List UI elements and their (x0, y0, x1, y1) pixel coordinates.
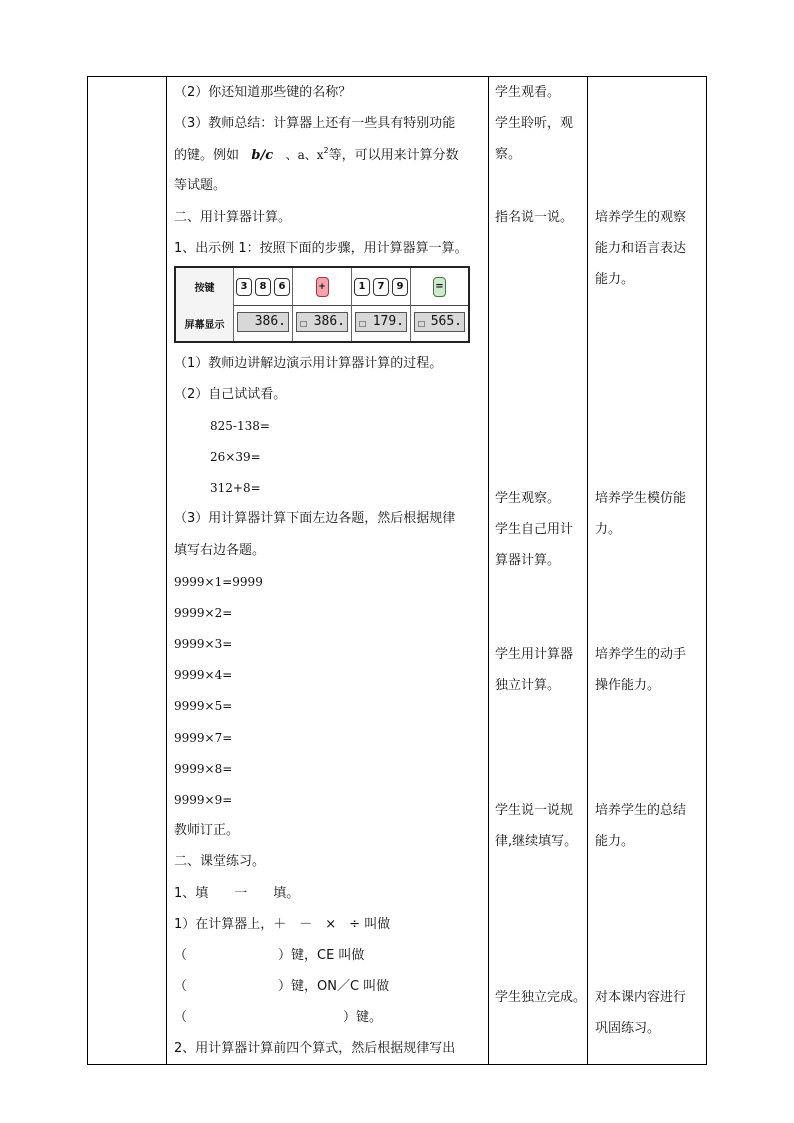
equals-key: = (433, 277, 446, 297)
text-line: （3）用计算器计算下面左边各题，然后根据规律 (174, 511, 456, 526)
table-col-line-2 (166, 76, 167, 1065)
digit-key: 9 (392, 278, 408, 296)
student-activity: 学生观察。 (495, 491, 561, 506)
indicator-icon (300, 321, 307, 327)
student-activity: 独立计算。 (495, 678, 561, 693)
text-line: 的键。例如 b/c 、a、$x^2$等，可以用来计算分数 (174, 146, 459, 163)
exercise: 9999×1=9999 (174, 575, 263, 589)
exercise: 9999×3= (174, 637, 233, 651)
plus-key: + (316, 277, 329, 297)
digit-key: 3 (236, 278, 252, 296)
text-line: （ ）键。 (174, 1010, 383, 1025)
exercise: 9999×8= (174, 762, 233, 776)
table-col-line-4 (587, 76, 588, 1065)
student-activity: 学生独立完成。 (495, 990, 587, 1005)
student-activity: 律,继续填写。 (495, 834, 578, 849)
calculator-screen: 565. (414, 312, 465, 332)
design-purpose: 对本课内容进行 (595, 990, 687, 1005)
design-purpose: 培养学生的动手 (595, 647, 687, 662)
exercise: 312+8= (210, 481, 261, 495)
section-heading: 二、课堂练习。 (174, 854, 266, 869)
text-line: 填写右边各题。 (174, 543, 266, 558)
text-line: 教师订正。 (174, 823, 240, 838)
student-activity: 学生观看。 (495, 85, 561, 100)
exercise: 9999×5= (174, 699, 233, 713)
exercise: 26×39= (210, 450, 261, 464)
table-col-line-3 (488, 76, 489, 1065)
student-activity: 学生用计算器 (495, 647, 574, 662)
design-purpose: 能力。 (595, 834, 635, 849)
digit-key: 6 (274, 278, 290, 296)
calculator-screen: 386. (296, 312, 348, 332)
digit-key: 1 (354, 278, 370, 296)
design-purpose: 培养学生的观察 (595, 210, 687, 225)
design-purpose: 操作能力。 (595, 678, 661, 693)
text-line: 1、填 一 填。 (174, 886, 300, 901)
digit-key: 8 (255, 278, 271, 296)
student-activity: 算器计算。 (495, 553, 561, 568)
text-line: （2）自己试试看。 (174, 387, 287, 402)
design-purpose: 力。 (595, 522, 622, 537)
student-activity: 学生自己用计 (495, 522, 574, 537)
calculator-screen: 386. (237, 312, 289, 332)
fraction-key-label: b/c (251, 148, 274, 163)
student-activity: 察。 (495, 147, 522, 162)
indicator-icon (418, 321, 425, 327)
key-row (176, 268, 468, 306)
indicator-icon (359, 321, 366, 327)
screen-row (176, 305, 468, 341)
text-line: 等试题。 (174, 178, 227, 193)
exercise: 9999×4= (174, 668, 233, 682)
text-line: （3）教师总结：计算器上还有一些具有特别功能 (174, 116, 456, 131)
design-purpose: 培养学生的总结 (595, 803, 687, 818)
design-purpose: 能力。 (595, 272, 635, 287)
table-col-line-5 (706, 76, 707, 1065)
student-activity: 指名说一说。 (495, 210, 574, 225)
table-top-border (87, 76, 707, 77)
exercise: 9999×2= (174, 606, 233, 620)
calculator-steps-table (174, 266, 470, 343)
exercise: 9999×7= (174, 731, 233, 745)
design-purpose: 能力和语言表达 (595, 241, 687, 256)
text-line: （ ）键，ON／C 叫做 (174, 979, 390, 994)
row-label: 按键 (176, 268, 234, 305)
design-purpose: 巩固练习。 (595, 1021, 661, 1036)
student-activity: 学生说一说规 (495, 803, 574, 818)
row-label: 屏幕显示 (176, 305, 234, 341)
text-line: 2、用计算器计算前四个算式，然后根据规律写出 (174, 1041, 456, 1056)
exercise: 9999×9= (174, 793, 233, 807)
student-activity: 学生聆听，观 (495, 116, 574, 131)
text-line: （ ）键，CE 叫做 (174, 948, 365, 963)
table-bottom-border (87, 1064, 707, 1065)
text-line: 1）在计算器上，＋ － × ÷ 叫做 (174, 917, 391, 932)
digit-key: 7 (373, 278, 389, 296)
design-purpose: 培养学生模仿能 (595, 491, 687, 506)
text-line: （1）教师边讲解边演示用计算器计算的过程。 (174, 356, 443, 371)
table-col-line-1 (87, 76, 88, 1065)
text-line: （2）你还知道那些键的名称？ (174, 85, 352, 100)
text-line: 1、出示例 1：按照下面的步骤，用计算器算一算。 (174, 241, 468, 256)
exercise: 825-138= (210, 419, 270, 433)
section-heading: 二、用计算器计算。 (174, 210, 292, 225)
calculator-screen: 179. (355, 312, 407, 332)
